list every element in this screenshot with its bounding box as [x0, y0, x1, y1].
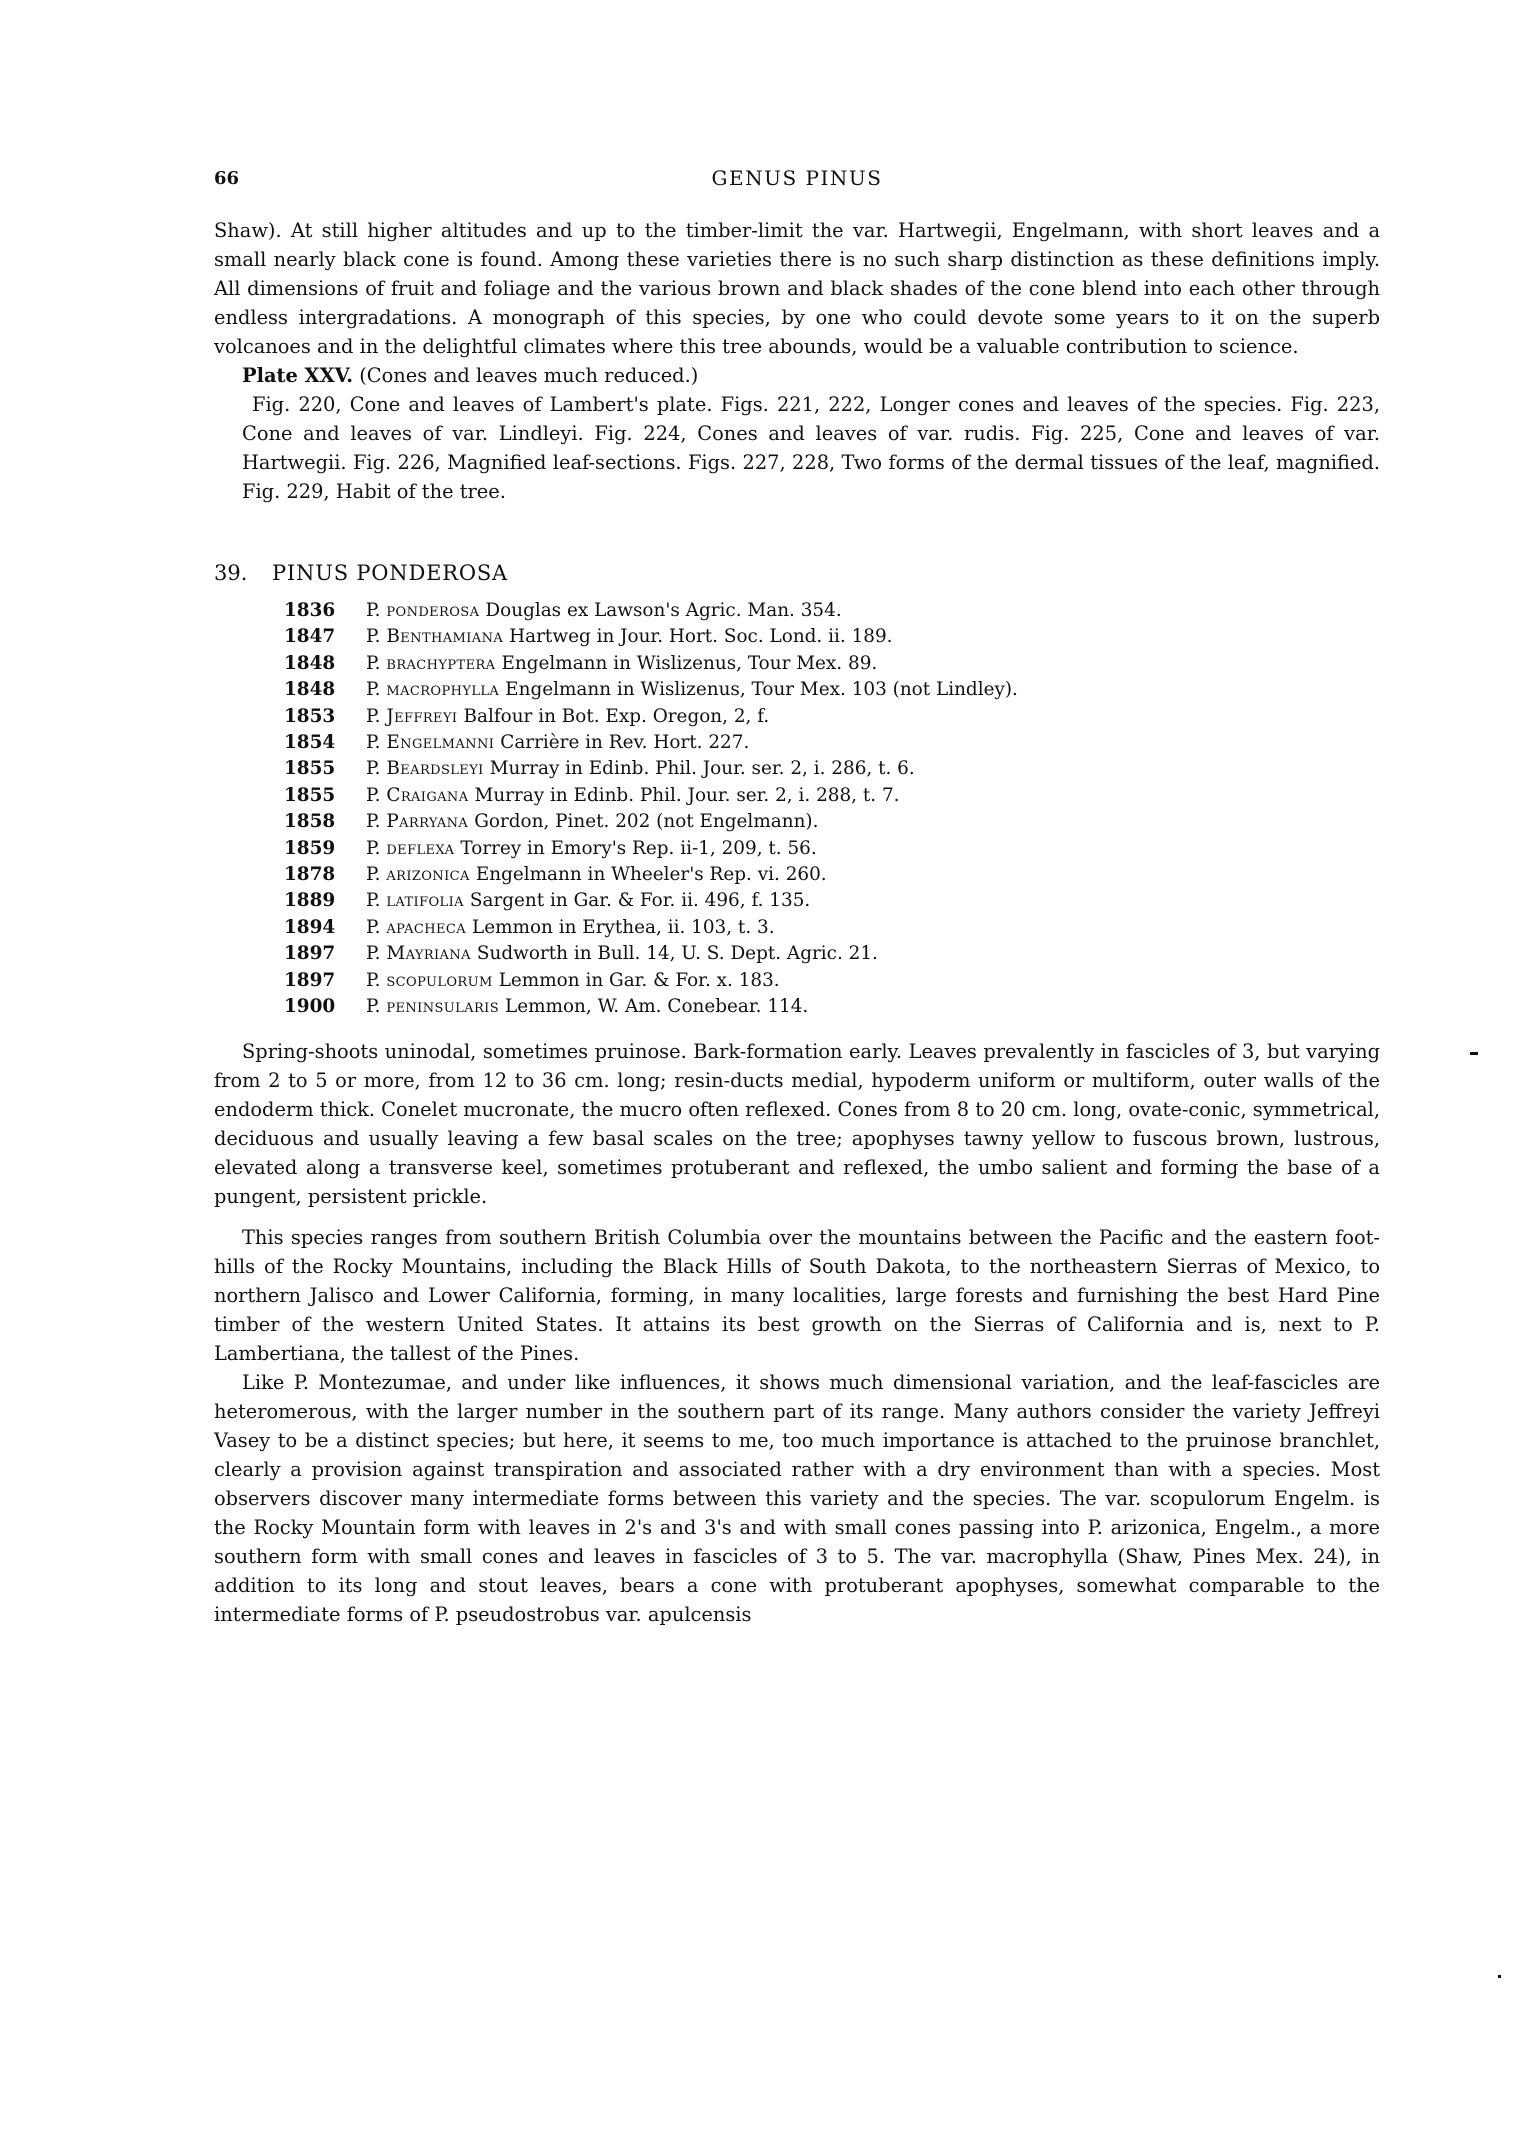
- synonym-year: 1847: [284, 626, 336, 648]
- genus-abbrev: P.: [366, 784, 381, 806]
- synonymy-entry: [284, 624, 1380, 650]
- genus-abbrev: P.: [366, 837, 381, 859]
- genus-abbrev: P.: [366, 811, 381, 833]
- synonym-year: 1897: [284, 969, 336, 991]
- synonym-citation: Engelmann in Wislizenus, Tour Mex. 89.: [501, 652, 878, 674]
- scan-artifact-mark: [1498, 1975, 1501, 1978]
- genus-abbrev: P.: [366, 864, 381, 886]
- synonym-citation: Gordon, Pinet. 202 (not Engelmann).: [474, 811, 819, 833]
- variation-paragraph: Like P. Montezumae, and under like influences, it shows much dimensional variation, and the leaf-fascicles are heteromerous, with the larger number in the southern part of its range. Many authors consider the variety Jeffreyi Vasey to be a distinct species; but here, it seems to me, too much importance is attached to the pruinose branchlet, clearly a provision against transpiration and associated rather with a dry environment than with a species. Most observers discover many intermediate forms between this variety and the species. The var. scopulorum Engelm. is the Rocky Mountain form with leaves in 2's and 3's and with small cones passing into P. arizonica, Engelm., a more southern form with small cones and leaves in fascicles of 3 to 5. The var. macrophylla (Shaw, Pines Mex. 24), in addition to its long and stout leaves, bears a cone with protuberant apophyses, somewhat comparable to the intermediate forms of P. pseudostrobus var. apulcensis: [214, 1370, 1380, 1626]
- genus-abbrev: P.: [366, 600, 381, 621]
- synonym-citation: Carrière in Rev. Hort. 227.: [500, 732, 750, 754]
- book-page: [214, 164, 1380, 1629]
- synonym-citation: Lemmon in Erythea, ii. 103, t. 3.: [472, 916, 775, 938]
- synonym-citation: Lemmon, W. Am. Conebear. 114.: [505, 996, 809, 1018]
- synonym-citation: Sudworth in Bull. 14, U. S. Dept. Agric. 21.: [476, 943, 878, 965]
- genus-abbrev: P.: [366, 969, 381, 991]
- synonym-name: deflexa: [386, 837, 455, 859]
- synonym-name: peninsularis: [386, 996, 499, 1018]
- description-paragraph: Spring-shoots uninodal, sometimes pruinose. Bark-formation early. Leaves prevalently in fascicles of 3, but varying from 2 to 5 or more, from 12 to 36 cm. long; resin-ducts medial, hypoderm uniform or multiform, outer walls of the endoderm thick. Conelet mucronate, the mucro often reflexed. Cones from 8 to 20 cm. long, ovate-conic, symmetrical, deciduous and usually leaving a few basal scales on the tree; apophyses tawny yellow to fuscous brown, lustrous, elevated along a transverse keel, sometimes protuberant and reflexed, the umbo salient and forming the base of a pungent, persistent prickle.: [214, 1039, 1380, 1208]
- synonym-name: latifolia: [386, 890, 464, 912]
- synonym-citation: Douglas ex Lawson's Agric. Man. 354.: [485, 600, 842, 621]
- genus-abbrev: P.: [366, 705, 381, 727]
- synonym-citation: Lemmon in Gar. & For. x. 183.: [498, 969, 780, 991]
- page-number: 66: [214, 168, 240, 189]
- synonym-name: macrophylla: [386, 679, 500, 701]
- synonym-year: 1900: [284, 996, 336, 1018]
- plate-caption: [242, 361, 1380, 390]
- synonym-name: arizonica: [386, 864, 470, 886]
- synonym-citation: Murray in Edinb. Phil. Jour. ser. 2, i. 286, t. 6.: [489, 758, 915, 780]
- species-heading: [214, 558, 1380, 588]
- intro-paragraph: Shaw). At still higher altitudes and up to the timber-limit the var. Hartwegii, Engelmann, with short leaves and a small nearly black cone is found. Among these varieties there is no such sharp distinction as these definitions imply. All dimensions of fruit and foliage and the various brown and black shades of the cone blend into each other through endless intergradations. A monograph of this species, by one who could devote some years to it on the superb volcanoes and in the delightful climates where this tree abounds, would be a valuable contribution to science.: [214, 219, 1380, 358]
- genus-abbrev: P.: [366, 626, 381, 648]
- synonym-citation: Balfour in Bot. Exp. Oregon, 2, f.: [463, 705, 770, 727]
- species-name: PINUS PONDEROSA: [272, 561, 509, 585]
- scan-artifact-mark: [1470, 1052, 1478, 1055]
- synonym-year: 1836: [284, 600, 336, 621]
- synonym-citation: Engelmann in Wheeler's Rep. vi. 260.: [475, 864, 827, 886]
- synonym-year: 1889: [284, 890, 336, 912]
- synonymy-entry: [284, 704, 1380, 730]
- synonymy-entry: [284, 677, 1380, 703]
- running-header: [214, 164, 1380, 194]
- genus-abbrev: P.: [366, 732, 381, 754]
- genus-abbrev: P.: [366, 890, 381, 912]
- synonym-name: Jeffreyi: [386, 705, 458, 727]
- synonym-name: brachyptera: [386, 652, 496, 674]
- synonymy-entry: [284, 862, 1380, 888]
- synonymy-entry: [284, 783, 1380, 809]
- genus-abbrev: P.: [366, 943, 381, 965]
- synonym-year: 1854: [284, 732, 336, 754]
- synonymy-entry: [284, 915, 1380, 941]
- synonym-year: 1858: [284, 811, 336, 833]
- synonym-citation: Sargent in Gar. & For. ii. 496, f. 135.: [469, 890, 811, 912]
- synonym-citation: Engelmann in Wislizenus, Tour Mex. 103 (not Lindley).: [505, 679, 1018, 701]
- genus-abbrev: P.: [366, 679, 381, 701]
- synonym-citation: Torrey in Emory's Rep. ii-1, 209, t. 56.: [460, 837, 817, 859]
- synonym-year: 1848: [284, 679, 336, 701]
- synonym-year: 1859: [284, 837, 336, 859]
- synonym-name: Engelmanni: [386, 732, 495, 754]
- synonymy-entry: [284, 651, 1380, 677]
- synonym-name: ponderosa: [386, 600, 480, 621]
- species-number: 39.: [214, 561, 248, 585]
- plate-label: Plate XXV.: [242, 364, 354, 387]
- genus-abbrev: P.: [366, 652, 381, 674]
- synonym-name: Craigana: [386, 784, 469, 806]
- range-paragraph: This species ranges from southern British Columbia over the mountains between the Pacific and the eastern foot-hills of the Rocky Mountains, including the Black Hills of South Dakota, to the northeastern Sierras of Mexico, to northern Jalisco and Lower California, forming, in many localities, large forests and furnishing the best Hard Pine timber of the western United States. It attains its best growth on the Sierras of California and is, next to P. Lambertiana, the tallest of the Pines.: [214, 1225, 1380, 1365]
- plate-note: (Cones and leaves much reduced.): [359, 364, 699, 387]
- genus-abbrev: P.: [366, 916, 381, 938]
- synonym-citation: Murray in Edinb. Phil. Jour. ser. 2, i. 288, t. 7.: [474, 784, 900, 806]
- synonym-name: Mayriana: [386, 943, 471, 965]
- synonym-name: apacheca: [386, 916, 466, 938]
- synonymy-entry: [284, 994, 1380, 1020]
- synonym-year: 1855: [284, 758, 336, 780]
- synonym-year: 1848: [284, 652, 336, 674]
- synonym-name: Beardsleyi: [386, 758, 484, 780]
- synonymy-entry: [284, 968, 1380, 994]
- synonym-name: Parryana: [386, 811, 469, 833]
- synonym-year: 1853: [284, 705, 336, 727]
- running-title: GENUS PINUS: [711, 166, 883, 190]
- synonymy-entry: [284, 888, 1380, 914]
- synonymy-entry: [284, 730, 1380, 756]
- synonym-name: scopulorum: [386, 969, 493, 991]
- synonymy-entry: [284, 756, 1380, 782]
- synonymy-entry: [284, 941, 1380, 967]
- synonym-year: 1855: [284, 784, 336, 806]
- genus-abbrev: P.: [366, 996, 381, 1018]
- synonymy-list: [284, 598, 1380, 1021]
- synonymy-entry: [284, 836, 1380, 862]
- synonym-year: 1894: [284, 916, 336, 938]
- synonym-year: 1878: [284, 864, 336, 886]
- synonym-citation: Hartweg in Jour. Hort. Soc. Lond. ii. 189.: [509, 626, 893, 648]
- genus-abbrev: P.: [366, 758, 381, 780]
- synonym-name: Benthamiana: [386, 626, 504, 648]
- synonymy-entry: [284, 809, 1380, 835]
- synonym-year: 1897: [284, 943, 336, 965]
- synonymy-entry: [284, 598, 1380, 624]
- plate-figure-list: Fig. 220, Cone and leaves of Lambert's plate. Figs. 221, 222, Longer cones and leaves of the species. Fig. 223, Cone and leaves of var. Lindleyi. Fig. 224, Cones and leaves of var. rudis. Fig. 225, Cone and leaves of var. Hartwegii. Fig. 226, Magnified leaf-sections. Figs. 227, 228, Two forms of the dermal tissues of the leaf, magnified. Fig. 229, Habit of the tree.: [242, 393, 1380, 503]
